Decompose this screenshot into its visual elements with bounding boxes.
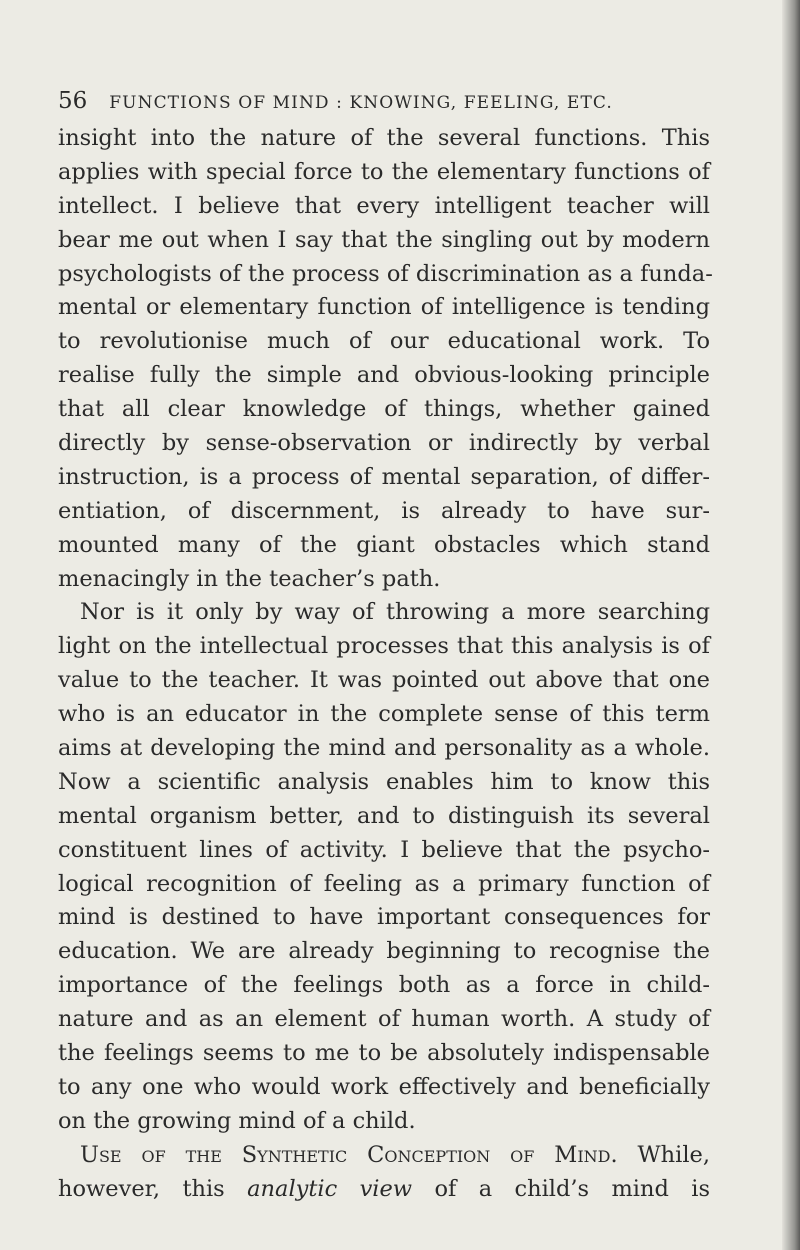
section-heading: Use of the Synthetic Conception of Mind.: [80, 1141, 618, 1168]
text-line: who is an educator in the complete sense of this term: [58, 701, 710, 728]
paragraph-1: [58, 122, 713, 596]
text-line: [58, 1173, 710, 1207]
paragraph-3: [58, 1139, 710, 1207]
text-line: directly by sense-observation or indirectly by verbal: [58, 430, 710, 457]
text-line: intellect. I believe that every intelligent teacher will: [58, 192, 710, 219]
text-line: education. We are already beginning to recognise the: [58, 938, 710, 965]
text-line: constituent lines of activity. I believe that the psycho-: [58, 836, 710, 863]
page-header: [58, 88, 708, 114]
text-run: however, this: [58, 1175, 248, 1202]
text-line: mounted many of the giant obstacles which stand: [58, 531, 710, 558]
text-line: importance of the feelings both as a force in child-: [58, 972, 710, 999]
text-line: Now a scientific analysis enables him to know this: [58, 768, 710, 795]
text-line: the feelings seems to me to be absolutely indispensable: [58, 1040, 710, 1067]
text-line: instruction, is a process of mental separation, of differ-: [58, 463, 710, 490]
text-line: that all clear knowledge of things, whether gained: [58, 396, 710, 423]
text-line: applies with special force to the elementary functions of: [58, 158, 710, 185]
text-line: aims at developing the mind and personality as a whole.: [58, 735, 710, 762]
page-number: 56: [58, 88, 88, 114]
running-title: FUNCTIONS OF MIND : KNOWING, FEELING, ETC.: [109, 93, 613, 113]
text-line: Nor is it only by way of throwing a more searching: [80, 599, 710, 626]
body-text: [58, 122, 713, 1207]
text-line: psychologists of the process of discrimination as a funda-: [58, 260, 713, 287]
text-line: nature and as an element of human worth. A study of: [58, 1006, 710, 1033]
text-run: of a child’s mind is: [412, 1175, 711, 1202]
text-line: light on the intellectual processes that this analysis is of: [58, 633, 710, 660]
text-line: [58, 1139, 710, 1173]
text-line: to revolutionise much of our educational work. To: [58, 328, 710, 355]
text-line: realise fully the simple and obvious-looking principle: [58, 362, 710, 389]
text-line: logical recognition of feeling as a primary function of: [58, 870, 710, 897]
text-line: insight into the nature of the several functions. This: [58, 125, 710, 151]
paragraph-2: [58, 596, 710, 1138]
text-line: menacingly in the teacher’s path.: [58, 565, 441, 592]
text-line: mental organism better, and to distinguish its several: [58, 802, 710, 829]
text-line: value to the teacher. It was pointed out above that one: [58, 667, 710, 694]
text-line: mental or elementary function of intelligence is tending: [58, 294, 710, 321]
text-line: entiation, of discernment, is already to have sur-: [58, 497, 710, 524]
text-line: to any one who would work effectively and beneficially: [58, 1073, 710, 1100]
text-line: bear me out when I say that the singling out by modern: [58, 226, 710, 253]
emphasis-text: analytic view: [247, 1175, 413, 1202]
text-line: mind is destined to have important consequences for: [58, 904, 710, 931]
text-line: on the growing mind of a child.: [58, 1107, 416, 1134]
text-run: While,: [617, 1141, 710, 1168]
page-edge-shadow: [782, 0, 800, 1250]
